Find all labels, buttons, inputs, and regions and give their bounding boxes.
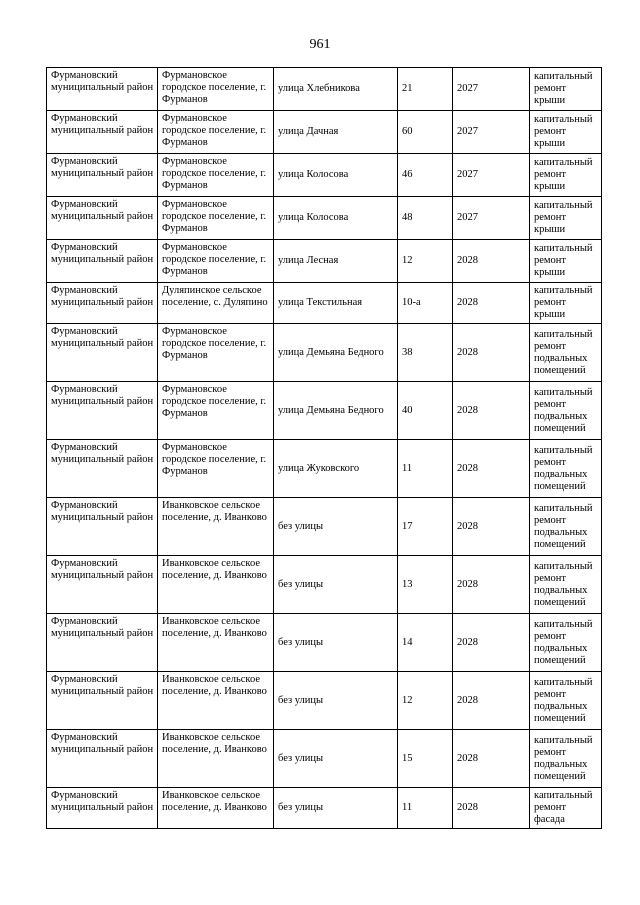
work-type-cell: капитальный ремонт крыши — [530, 283, 602, 324]
year-cell: 2028 — [453, 788, 530, 829]
district-cell: Фурмановский муниципальный район — [47, 440, 158, 498]
street-cell: улица Дачная — [274, 111, 398, 154]
work-type-cell: капитальный ремонт подвальных помещений — [530, 382, 602, 440]
district-cell: Фурмановский муниципальный район — [47, 788, 158, 829]
settlement-cell: Фурмановское городское поселение, г. Фурманов — [158, 111, 274, 154]
work-type-cell: капитальный ремонт подвальных помещений — [530, 556, 602, 614]
table-row — [47, 382, 602, 440]
year-cell: 2028 — [453, 382, 530, 440]
house-number-cell: 48 — [398, 197, 453, 240]
settlement-cell: Иванковское сельское поселение, д. Иванково — [158, 498, 274, 556]
street-cell: без улицы — [274, 556, 398, 614]
work-type-cell: капитальный ремонт подвальных помещений — [530, 324, 602, 382]
table-row — [47, 440, 602, 498]
house-number-cell: 11 — [398, 440, 453, 498]
year-cell: 2028 — [453, 240, 530, 283]
table-row — [47, 154, 602, 197]
table-row — [47, 324, 602, 382]
district-cell: Фурмановский муниципальный район — [47, 672, 158, 730]
street-cell: улица Хлебникова — [274, 68, 398, 111]
settlement-cell: Фурмановское городское поселение, г. Фурманов — [158, 197, 274, 240]
year-cell: 2028 — [453, 556, 530, 614]
district-cell: Фурмановский муниципальный район — [47, 382, 158, 440]
street-cell: улица Лесная — [274, 240, 398, 283]
district-cell: Фурмановский муниципальный район — [47, 614, 158, 672]
work-type-cell: капитальный ремонт фасада — [530, 788, 602, 829]
year-cell: 2028 — [453, 283, 530, 324]
district-cell: Фурмановский муниципальный район — [47, 154, 158, 197]
table-row — [47, 197, 602, 240]
table-row — [47, 68, 602, 111]
house-number-cell: 21 — [398, 68, 453, 111]
street-cell: без улицы — [274, 614, 398, 672]
settlement-cell: Фурмановское городское поселение, г. Фурманов — [158, 240, 274, 283]
settlement-cell: Дуляпинское сельское поселение, с. Дуляпино — [158, 283, 274, 324]
house-number-cell: 14 — [398, 614, 453, 672]
district-cell: Фурмановский муниципальный район — [47, 283, 158, 324]
year-cell: 2028 — [453, 730, 530, 788]
house-number-cell: 38 — [398, 324, 453, 382]
table-row — [47, 283, 602, 324]
work-type-cell: капитальный ремонт подвальных помещений — [530, 440, 602, 498]
table-row — [47, 240, 602, 283]
house-number-cell: 15 — [398, 730, 453, 788]
street-cell: улица Демьяна Бедного — [274, 382, 398, 440]
street-cell: улица Демьяна Бедного — [274, 324, 398, 382]
street-cell: без улицы — [274, 730, 398, 788]
house-number-cell: 40 — [398, 382, 453, 440]
house-number-cell: 12 — [398, 240, 453, 283]
house-number-cell: 13 — [398, 556, 453, 614]
work-type-cell: капитальный ремонт подвальных помещений — [530, 672, 602, 730]
district-cell: Фурмановский муниципальный район — [47, 498, 158, 556]
work-type-cell: капитальный ремонт подвальных помещений — [530, 614, 602, 672]
settlement-cell: Иванковское сельское поселение, д. Иванково — [158, 788, 274, 829]
work-type-cell: капитальный ремонт крыши — [530, 197, 602, 240]
work-type-cell: капитальный ремонт крыши — [530, 154, 602, 197]
settlement-cell: Фурмановское городское поселение, г. Фурманов — [158, 154, 274, 197]
district-cell: Фурмановский муниципальный район — [47, 324, 158, 382]
table-row — [47, 788, 602, 829]
year-cell: 2027 — [453, 197, 530, 240]
year-cell: 2027 — [453, 111, 530, 154]
table-row — [47, 614, 602, 672]
table-row — [47, 111, 602, 154]
house-number-cell: 46 — [398, 154, 453, 197]
district-cell: Фурмановский муниципальный район — [47, 111, 158, 154]
work-type-cell: капитальный ремонт подвальных помещений — [530, 730, 602, 788]
settlement-cell: Фурмановское городское поселение, г. Фурманов — [158, 324, 274, 382]
year-cell: 2028 — [453, 440, 530, 498]
street-cell: улица Колосова — [274, 154, 398, 197]
street-cell: улица Жуковского — [274, 440, 398, 498]
district-cell: Фурмановский муниципальный район — [47, 240, 158, 283]
table-row — [47, 672, 602, 730]
year-cell: 2027 — [453, 154, 530, 197]
year-cell: 2027 — [453, 68, 530, 111]
table-body — [47, 68, 602, 829]
district-cell: Фурмановский муниципальный район — [47, 556, 158, 614]
house-number-cell: 11 — [398, 788, 453, 829]
page-number: 961 — [309, 37, 331, 52]
street-cell: без улицы — [274, 672, 398, 730]
work-type-cell: капитальный ремонт крыши — [530, 111, 602, 154]
street-cell: улица Колосова — [274, 197, 398, 240]
street-cell: улица Текстильная — [274, 283, 398, 324]
settlement-cell: Фурмановское городское поселение, г. Фурманов — [158, 440, 274, 498]
settlement-cell: Иванковское сельское поселение, д. Иванково — [158, 614, 274, 672]
settlement-cell: Фурмановское городское поселение, г. Фурманов — [158, 382, 274, 440]
work-type-cell: капитальный ремонт крыши — [530, 68, 602, 111]
year-cell: 2028 — [453, 498, 530, 556]
work-type-cell: капитальный ремонт крыши — [530, 240, 602, 283]
year-cell: 2028 — [453, 672, 530, 730]
settlement-cell: Иванковское сельское поселение, д. Иванково — [158, 556, 274, 614]
table-row — [47, 498, 602, 556]
repair-schedule-table — [46, 67, 602, 829]
settlement-cell: Иванковское сельское поселение, д. Иванково — [158, 672, 274, 730]
table-row — [47, 730, 602, 788]
house-number-cell: 10-а — [398, 283, 453, 324]
street-cell: без улицы — [274, 498, 398, 556]
house-number-cell: 12 — [398, 672, 453, 730]
street-cell: без улицы — [274, 788, 398, 829]
district-cell: Фурмановский муниципальный район — [47, 68, 158, 111]
district-cell: Фурмановский муниципальный район — [47, 730, 158, 788]
house-number-cell: 17 — [398, 498, 453, 556]
settlement-cell: Иванковское сельское поселение, д. Иванково — [158, 730, 274, 788]
table-row — [47, 556, 602, 614]
year-cell: 2028 — [453, 324, 530, 382]
house-number-cell: 60 — [398, 111, 453, 154]
work-type-cell: капитальный ремонт подвальных помещений — [530, 498, 602, 556]
year-cell: 2028 — [453, 614, 530, 672]
district-cell: Фурмановский муниципальный район — [47, 197, 158, 240]
settlement-cell: Фурмановское городское поселение, г. Фурманов — [158, 68, 274, 111]
